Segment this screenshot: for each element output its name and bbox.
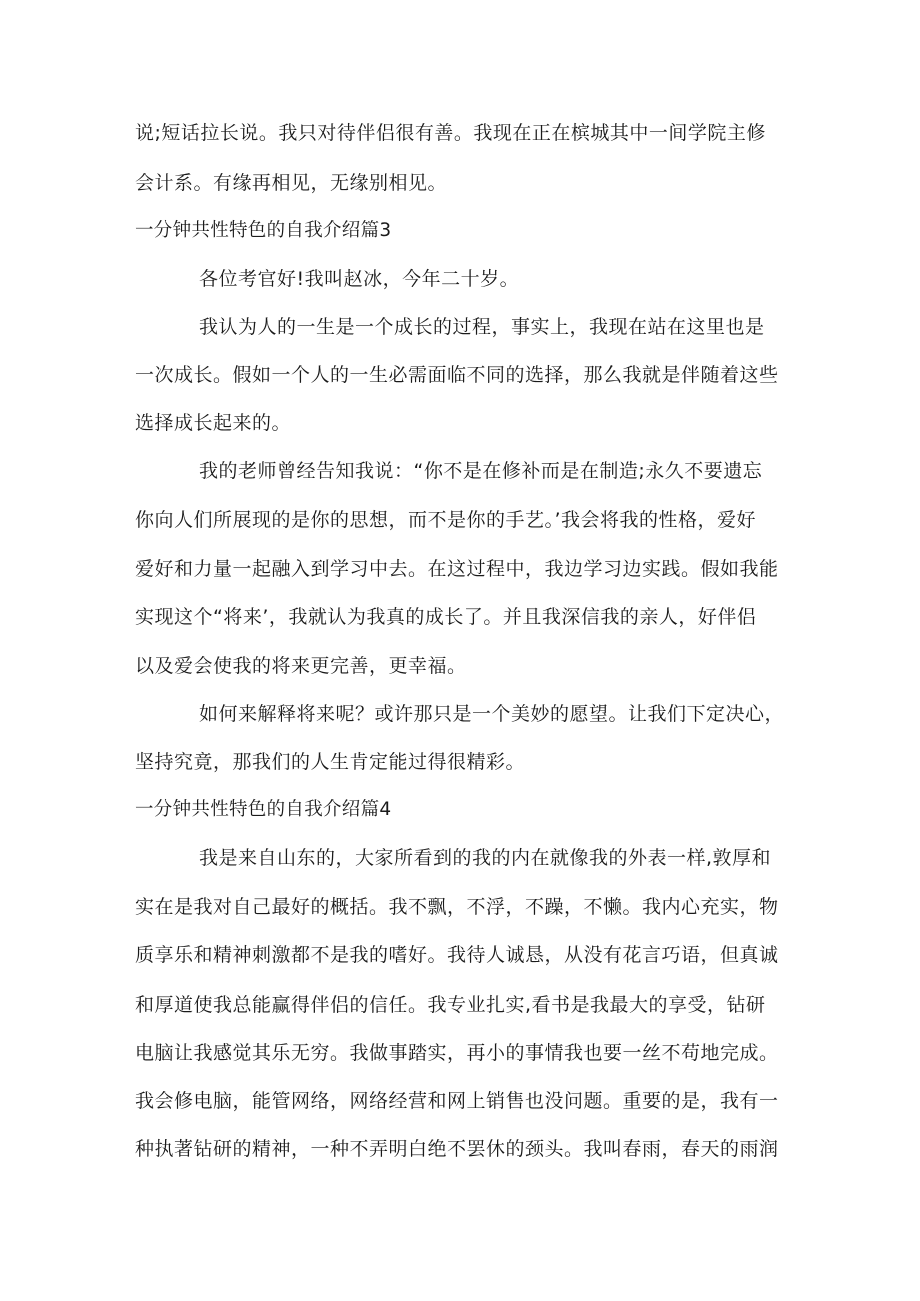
body-text-line: 电脑让我感觉其乐无穷。我做事踏实，再小的事情我也要一丝不苟地完成。 bbox=[135, 1042, 779, 1064]
body-text-line: 种执著钻研的精神，一种不弄明白绝不罢休的颈头。我叫春雨，春天的雨润 bbox=[135, 1138, 779, 1160]
body-text-line: 我的老师曾经告知我说：“你不是在修补而是在制造;永久不要遗忘 bbox=[199, 460, 763, 482]
body-text-line: 我是来自山东的，大家所看到的我的内在就像我的外表一样,敦厚和 bbox=[199, 847, 772, 869]
body-text-line: 和厚道使我总能赢得伴侣的信任。我专业扎实,看书是我最大的享受，钻研 bbox=[135, 994, 766, 1016]
body-text-line: 我会修电脑，能管网络，网络经营和网上销售也没问题。重要的是，我有一 bbox=[135, 1090, 779, 1112]
body-text-line: 爱好和力量一起融入到学习中去。在这过程中，我边学习边实践。假如我能 bbox=[135, 558, 779, 580]
body-text-line: 各位考官好!我叫赵冰，今年二十岁。 bbox=[199, 268, 520, 290]
body-text-line: 你向人们所展现的是你的思想，而不是你的手艺。’我会将我的性格，爱好 bbox=[135, 509, 757, 531]
body-text-line: 说;短话拉长说。我只对待伴侣很有善。我现在正在槟城其中一间学院主修 bbox=[135, 122, 766, 144]
body-text-line: 我认为人的一生是一个成长的过程，事实上，我现在站在这里也是 bbox=[199, 316, 765, 338]
body-text-line: 选择成长起来的。 bbox=[135, 412, 292, 434]
body-text-line: 质享乐和精神刺激都不是我的嗜好。我待人诚恳，从没有花言巧语，但真诚 bbox=[135, 944, 779, 966]
body-text-line: 以及爱会使我的将来更完善，更幸福。 bbox=[135, 655, 467, 677]
body-text-line: 实现这个“将来’，我就认为我真的成长了。并且我深信我的亲人，好伴侣 bbox=[135, 606, 757, 628]
body-text-line: 会计系。有缘再相见，无缘别相见。 bbox=[135, 172, 448, 194]
body-text-line: 实在是我对自己最好的概括。我不飘，不浮，不躁，不懒。我内心充实，物 bbox=[135, 896, 779, 918]
body-text-line: 一次成长。假如一个人的一生必需面临不同的选择，那么我就是伴随着这些 bbox=[135, 364, 779, 386]
body-text-line: 如何来解释将来呢？或许那只是一个美妙的愿望。让我们下定决心， bbox=[199, 703, 785, 725]
section-heading: 一分钟共性特色的自我介绍篇3 bbox=[135, 220, 392, 241]
section-heading: 一分钟共性特色的自我介绍篇4 bbox=[135, 799, 392, 820]
body-text-line: 坚持究竟，那我们的人生肯定能过得很精彩。 bbox=[135, 751, 526, 773]
